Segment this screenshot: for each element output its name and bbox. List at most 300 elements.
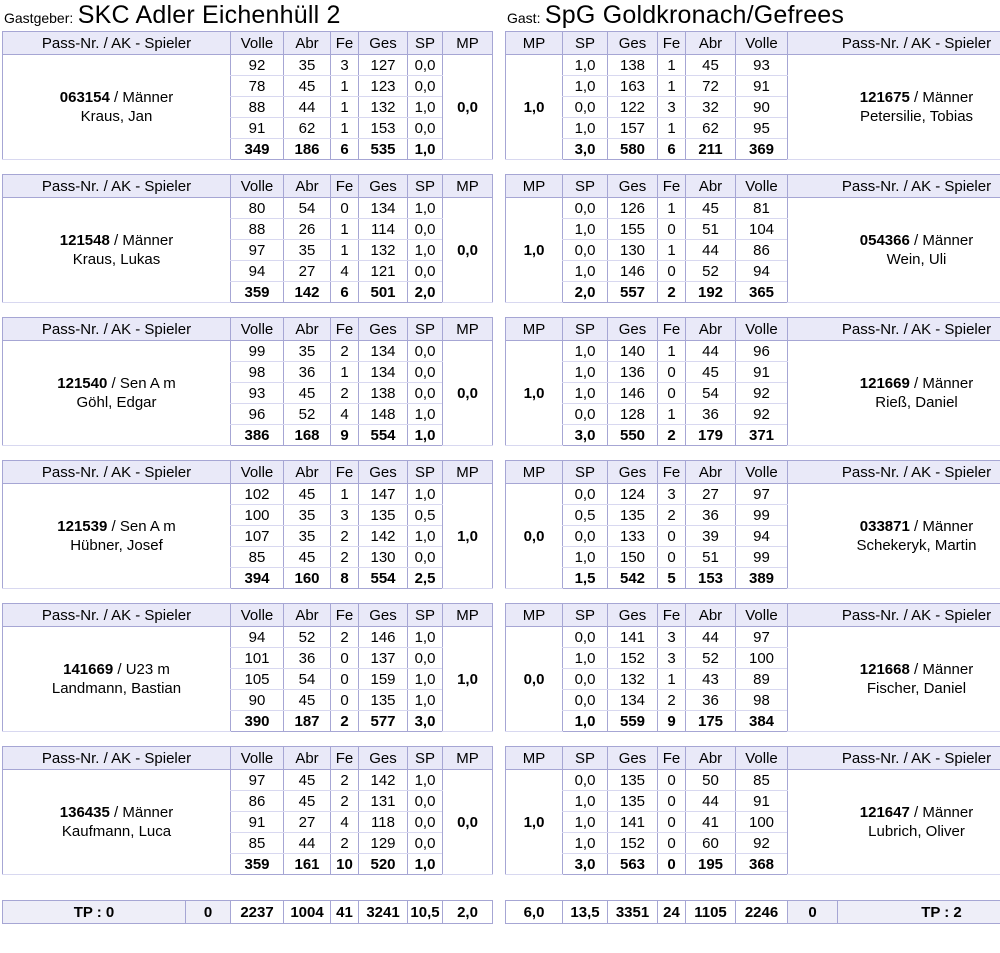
column-header-row: [506, 318, 1000, 341]
sum-fe: 0: [658, 854, 686, 875]
cell-volle: 99: [231, 341, 284, 362]
cell-volle: 95: [736, 118, 788, 139]
cell-sp: 0,0: [408, 648, 443, 669]
player-name: Hübner, Josef: [70, 537, 163, 554]
cell-sp: 1,0: [563, 812, 608, 833]
cell-sp: 0,0: [408, 76, 443, 97]
cell-sp: 1,0: [563, 118, 608, 139]
cell-fe: 0: [658, 812, 686, 833]
cell-ges: 135: [608, 791, 658, 812]
cell-sp: 1,0: [408, 669, 443, 690]
cell-fe: 4: [331, 261, 359, 282]
player-pass-nr: 063154: [59, 89, 110, 106]
cell-volle: 107: [231, 526, 284, 547]
cell-ges: 124: [608, 484, 658, 505]
col-header-abr: Abr: [284, 604, 331, 627]
col-header-volle: Volle: [231, 318, 284, 341]
guest-player-block: [505, 746, 1000, 875]
pass-ak-separator: /: [909, 232, 923, 249]
col-header-sp: SP: [408, 461, 443, 484]
cell-fe: 1: [658, 76, 686, 97]
player-blocks-area: [2, 31, 1000, 889]
guest-player-block: [505, 603, 1000, 732]
cell-sp: 0,0: [563, 690, 608, 711]
cell-volle: 92: [736, 404, 788, 425]
pass-ak-separator: /: [909, 518, 923, 535]
cell-volle: 81: [736, 198, 788, 219]
guest-player-block: [505, 460, 1000, 589]
col-header-mp: MP: [443, 175, 493, 198]
cell-sp: 1,0: [408, 484, 443, 505]
col-header-volle: Volle: [736, 747, 788, 770]
col-header-volle: Volle: [736, 175, 788, 198]
player-pass-nr: 033871: [859, 518, 910, 535]
pass-ak-separator: /: [107, 375, 120, 392]
sum-fe: 5: [658, 568, 686, 589]
cell-volle: 89: [736, 669, 788, 690]
cell-sp: 1,0: [563, 648, 608, 669]
cell-ges: 134: [359, 198, 408, 219]
sum-sp: 1,0: [408, 854, 443, 875]
sum-abr: 175: [686, 711, 736, 732]
lane-row: [506, 55, 1000, 76]
col-header-mp: MP: [443, 461, 493, 484]
host-label: Gastgeber:: [4, 10, 74, 26]
col-header-fe: Fe: [658, 461, 686, 484]
cell-volle: 102: [231, 484, 284, 505]
cell-volle: 92: [736, 383, 788, 404]
pass-ak-separator: /: [113, 661, 126, 678]
col-header-player: Pass-Nr. / AK - Spieler: [788, 318, 1000, 341]
cell-ges: 126: [608, 198, 658, 219]
cell-fe: 2: [331, 791, 359, 812]
cell-abr: 45: [284, 76, 331, 97]
cell-volle: 85: [231, 547, 284, 568]
sum-ges: 577: [359, 711, 408, 732]
cell-sp: 1,0: [563, 362, 608, 383]
pass-ak-separator: /: [909, 804, 923, 821]
player-info-cell: [3, 341, 231, 446]
host-mp-total: 2,0: [443, 901, 493, 924]
player-age-class: Männer: [122, 804, 174, 821]
cell-sp: 0,0: [408, 383, 443, 404]
cell-sp: 0,0: [408, 791, 443, 812]
cell-abr: 35: [284, 505, 331, 526]
guest-totals-table: [505, 900, 1000, 924]
cell-abr: 45: [686, 362, 736, 383]
cell-volle: 94: [736, 261, 788, 282]
col-header-player: Pass-Nr. / AK - Spieler: [788, 32, 1000, 55]
sum-volle: 371: [736, 425, 788, 446]
cell-ges: 142: [359, 526, 408, 547]
guest-team-points: TP : 2: [838, 901, 1000, 924]
host-player-block: [2, 603, 493, 732]
player-mp-cell: 0,0: [443, 198, 493, 303]
lane-row: [506, 341, 1000, 362]
sum-volle: 349: [231, 139, 284, 160]
col-header-fe: Fe: [658, 604, 686, 627]
col-header-abr: Abr: [284, 175, 331, 198]
cell-ges: 148: [359, 404, 408, 425]
col-header-mp: MP: [506, 461, 563, 484]
cell-sp: 0,0: [563, 669, 608, 690]
player-mp-cell: 1,0: [506, 341, 563, 446]
lane-row: [3, 627, 493, 648]
cell-fe: 2: [331, 770, 359, 791]
sum-sp: 1,0: [563, 711, 608, 732]
cell-abr: 44: [686, 341, 736, 362]
player-name: Petersilie, Tobias: [859, 108, 974, 125]
player-name: Rieß, Daniel: [875, 394, 958, 411]
player-info-cell: [788, 484, 1000, 589]
cell-fe: 3: [658, 97, 686, 118]
cell-ges: 128: [608, 404, 658, 425]
sum-sp: 1,0: [408, 425, 443, 446]
cell-fe: 0: [658, 547, 686, 568]
cell-sp: 1,0: [408, 404, 443, 425]
host-abr-total: 1004: [284, 901, 331, 924]
col-header-mp: MP: [506, 318, 563, 341]
cell-ges: 129: [359, 833, 408, 854]
cell-sp: 1,0: [563, 261, 608, 282]
sum-fe: 9: [331, 425, 359, 446]
cell-abr: 54: [284, 198, 331, 219]
cell-abr: 45: [284, 791, 331, 812]
lane-row: [3, 341, 493, 362]
cell-sp: 0,0: [408, 812, 443, 833]
cell-fe: 0: [331, 690, 359, 711]
cell-volle: 101: [231, 648, 284, 669]
col-header-fe: Fe: [331, 318, 359, 341]
cell-volle: 85: [231, 833, 284, 854]
col-header-volle: Volle: [231, 747, 284, 770]
sum-abr: 195: [686, 854, 736, 875]
cell-sp: 0,0: [563, 627, 608, 648]
col-header-ges: Ges: [359, 604, 408, 627]
cell-abr: 27: [686, 484, 736, 505]
column-header-row: [3, 604, 493, 627]
player-age-class: Männer: [922, 89, 974, 106]
column-header-row: [3, 747, 493, 770]
pass-ak-separator: /: [109, 89, 123, 106]
cell-fe: 0: [331, 198, 359, 219]
cell-ges: 135: [359, 505, 408, 526]
cell-fe: 0: [331, 648, 359, 669]
cell-fe: 3: [658, 627, 686, 648]
sum-abr: 186: [284, 139, 331, 160]
sum-fe: 6: [658, 139, 686, 160]
player-pass-nr: 121539: [57, 518, 108, 535]
cell-sp: 1,0: [563, 547, 608, 568]
host-volle-total: 2237: [231, 901, 284, 924]
cell-ges: 134: [359, 362, 408, 383]
cell-sp: 1,0: [408, 526, 443, 547]
cell-ges: 123: [359, 76, 408, 97]
cell-volle: 99: [736, 547, 788, 568]
column-gap: [492, 900, 505, 924]
cell-volle: 97: [736, 484, 788, 505]
cell-ges: 121: [359, 261, 408, 282]
col-header-volle: Volle: [231, 461, 284, 484]
col-header-ges: Ges: [608, 32, 658, 55]
guest-player-block: [505, 317, 1000, 446]
cell-abr: 45: [284, 383, 331, 404]
cell-ges: 135: [608, 770, 658, 791]
cell-volle: 100: [736, 648, 788, 669]
cell-ges: 114: [359, 219, 408, 240]
cell-ges: 130: [359, 547, 408, 568]
host-sp-total: 10,5: [408, 901, 443, 924]
cell-sp: 0,0: [408, 118, 443, 139]
guest-abr-total: 1105: [686, 901, 736, 924]
player-pass-nr: 121669: [859, 375, 910, 392]
cell-fe: 2: [331, 627, 359, 648]
cell-fe: 2: [331, 833, 359, 854]
cell-volle: 86: [736, 240, 788, 261]
host-team-title: [4, 1, 341, 30]
column-header-row: [3, 32, 493, 55]
cell-sp: 1,0: [408, 240, 443, 261]
host-extra-total: 0: [186, 901, 231, 924]
guest-player-block: [505, 174, 1000, 303]
col-header-player: Pass-Nr. / AK - Spieler: [3, 461, 231, 484]
sum-ges: 542: [608, 568, 658, 589]
column-header-row: [506, 32, 1000, 55]
cell-abr: 52: [284, 404, 331, 425]
player-info-cell: [788, 627, 1000, 732]
lane-row: [3, 198, 493, 219]
col-header-volle: Volle: [736, 461, 788, 484]
col-header-ges: Ges: [608, 461, 658, 484]
player-mp-cell: 1,0: [506, 770, 563, 875]
sum-abr: 211: [686, 139, 736, 160]
cell-ges: 152: [608, 648, 658, 669]
cell-sp: 1,0: [408, 198, 443, 219]
cell-abr: 52: [284, 627, 331, 648]
player-name: Wein, Uli: [886, 251, 947, 268]
guest-ges-total: 3351: [608, 901, 658, 924]
cell-abr: 54: [686, 383, 736, 404]
lane-row: [3, 484, 493, 505]
player-pass-nr: 121675: [859, 89, 910, 106]
cell-fe: 1: [658, 198, 686, 219]
cell-fe: 3: [331, 505, 359, 526]
cell-abr: 35: [284, 55, 331, 76]
col-header-abr: Abr: [686, 461, 736, 484]
cell-volle: 91: [231, 812, 284, 833]
cell-sp: 0,0: [563, 404, 608, 425]
col-header-sp: SP: [563, 32, 608, 55]
sum-abr: 179: [686, 425, 736, 446]
sum-fe: 9: [658, 711, 686, 732]
cell-fe: 3: [331, 55, 359, 76]
cell-fe: 0: [658, 770, 686, 791]
cell-fe: 0: [658, 833, 686, 854]
sum-sp: 2,0: [408, 282, 443, 303]
cell-fe: 1: [331, 240, 359, 261]
guest-fe-total: 24: [658, 901, 686, 924]
cell-ges: 131: [359, 791, 408, 812]
player-mp-cell: 0,0: [443, 341, 493, 446]
cell-abr: 51: [686, 219, 736, 240]
cell-volle: 97: [231, 240, 284, 261]
cell-sp: 0,0: [408, 261, 443, 282]
col-header-abr: Abr: [284, 318, 331, 341]
sum-fe: 2: [658, 425, 686, 446]
player-mp-cell: 0,0: [443, 55, 493, 160]
cell-volle: 94: [736, 526, 788, 547]
sum-sp: 3,0: [563, 425, 608, 446]
col-header-player: Pass-Nr. / AK - Spieler: [3, 604, 231, 627]
cell-fe: 4: [331, 812, 359, 833]
sum-volle: 384: [736, 711, 788, 732]
host-fe-total: 41: [331, 901, 359, 924]
sum-ges: 580: [608, 139, 658, 160]
lane-row: [506, 484, 1000, 505]
cell-fe: 0: [331, 669, 359, 690]
lane-row: [506, 770, 1000, 791]
cell-volle: 86: [231, 791, 284, 812]
cell-sp: 0,0: [408, 833, 443, 854]
cell-abr: 45: [284, 690, 331, 711]
host-team-points: TP : 0: [3, 901, 186, 924]
cell-ges: 135: [359, 690, 408, 711]
player-name: Fischer, Daniel: [866, 680, 967, 697]
cell-ges: 142: [359, 770, 408, 791]
cell-volle: 97: [736, 627, 788, 648]
cell-ges: 141: [608, 627, 658, 648]
player-mp-cell: 0,0: [506, 484, 563, 589]
cell-volle: 92: [231, 55, 284, 76]
cell-volle: 90: [231, 690, 284, 711]
sum-volle: 386: [231, 425, 284, 446]
col-header-volle: Volle: [231, 604, 284, 627]
cell-sp: 0,0: [408, 341, 443, 362]
sum-sp: 2,5: [408, 568, 443, 589]
col-header-volle: Volle: [736, 318, 788, 341]
cell-sp: 0,0: [563, 484, 608, 505]
pass-ak-separator: /: [109, 804, 123, 821]
player-age-class: Sen A m: [119, 518, 176, 535]
cell-fe: 1: [331, 97, 359, 118]
cell-ges: 150: [608, 547, 658, 568]
col-header-fe: Fe: [331, 175, 359, 198]
cell-fe: 1: [658, 669, 686, 690]
col-header-player: Pass-Nr. / AK - Spieler: [788, 747, 1000, 770]
cell-abr: 60: [686, 833, 736, 854]
cell-volle: 93: [231, 383, 284, 404]
cell-fe: 0: [658, 526, 686, 547]
match-header: [0, 0, 1000, 31]
cell-volle: 93: [736, 55, 788, 76]
sum-sp: 3,0: [408, 711, 443, 732]
col-header-mp: MP: [506, 175, 563, 198]
cell-ges: 146: [359, 627, 408, 648]
guest-player-block: [505, 31, 1000, 160]
cell-fe: 0: [658, 261, 686, 282]
player-info-cell: [788, 341, 1000, 446]
cell-sp: 0,0: [563, 198, 608, 219]
col-header-sp: SP: [408, 747, 443, 770]
cell-ges: 159: [359, 669, 408, 690]
player-pass-nr: 121647: [859, 804, 910, 821]
col-header-ges: Ges: [359, 175, 408, 198]
cell-abr: 36: [686, 505, 736, 526]
sum-sp: 3,0: [563, 139, 608, 160]
col-header-sp: SP: [408, 32, 443, 55]
sum-fe: 6: [331, 282, 359, 303]
col-header-sp: SP: [563, 175, 608, 198]
cell-ges: 157: [608, 118, 658, 139]
col-header-mp: MP: [443, 747, 493, 770]
cell-abr: 35: [284, 240, 331, 261]
cell-ges: 153: [359, 118, 408, 139]
player-pass-nr: 121540: [57, 375, 108, 392]
player-name: Kraus, Jan: [80, 108, 153, 125]
cell-abr: 45: [284, 770, 331, 791]
col-header-sp: SP: [563, 461, 608, 484]
cell-fe: 2: [658, 690, 686, 711]
cell-abr: 54: [284, 669, 331, 690]
sum-ges: 550: [608, 425, 658, 446]
sum-ges: 557: [608, 282, 658, 303]
player-pass-nr: 054366: [859, 232, 910, 249]
guest-extra-total: 0: [788, 901, 838, 924]
col-header-player: Pass-Nr. / AK - Spieler: [3, 32, 231, 55]
cell-sp: 0,5: [563, 505, 608, 526]
col-header-player: Pass-Nr. / AK - Spieler: [788, 461, 1000, 484]
cell-abr: 36: [686, 690, 736, 711]
guest-totals-row: [506, 901, 1000, 924]
cell-fe: 0: [658, 362, 686, 383]
col-header-abr: Abr: [686, 32, 736, 55]
col-header-abr: Abr: [686, 747, 736, 770]
cell-fe: 1: [331, 219, 359, 240]
sum-ges: 559: [608, 711, 658, 732]
cell-sp: 1,0: [408, 97, 443, 118]
column-header-row: [506, 747, 1000, 770]
col-header-mp: MP: [506, 604, 563, 627]
cell-sp: 1,0: [408, 627, 443, 648]
cell-fe: 1: [658, 55, 686, 76]
cell-sp: 1,0: [408, 690, 443, 711]
col-header-abr: Abr: [284, 747, 331, 770]
cell-sp: 1,0: [563, 219, 608, 240]
sum-ges: 554: [359, 425, 408, 446]
cell-sp: 0,0: [563, 770, 608, 791]
col-header-sp: SP: [408, 175, 443, 198]
cell-fe: 1: [331, 484, 359, 505]
cell-abr: 44: [686, 791, 736, 812]
player-info-cell: [788, 198, 1000, 303]
sum-abr: 192: [686, 282, 736, 303]
player-pass-nr: 121548: [59, 232, 110, 249]
cell-abr: 44: [686, 240, 736, 261]
cell-fe: 1: [658, 118, 686, 139]
player-age-class: U23 m: [125, 661, 170, 678]
cell-abr: 32: [686, 97, 736, 118]
cell-abr: 41: [686, 812, 736, 833]
guest-team-name: SpG Goldkronach/Gefrees: [544, 1, 845, 29]
cell-volle: 100: [736, 812, 788, 833]
cell-ges: 134: [359, 341, 408, 362]
sum-abr: 160: [284, 568, 331, 589]
host-player-block: [2, 746, 493, 875]
cell-fe: 0: [658, 219, 686, 240]
cell-volle: 100: [231, 505, 284, 526]
col-header-sp: SP: [408, 604, 443, 627]
cell-abr: 35: [284, 341, 331, 362]
